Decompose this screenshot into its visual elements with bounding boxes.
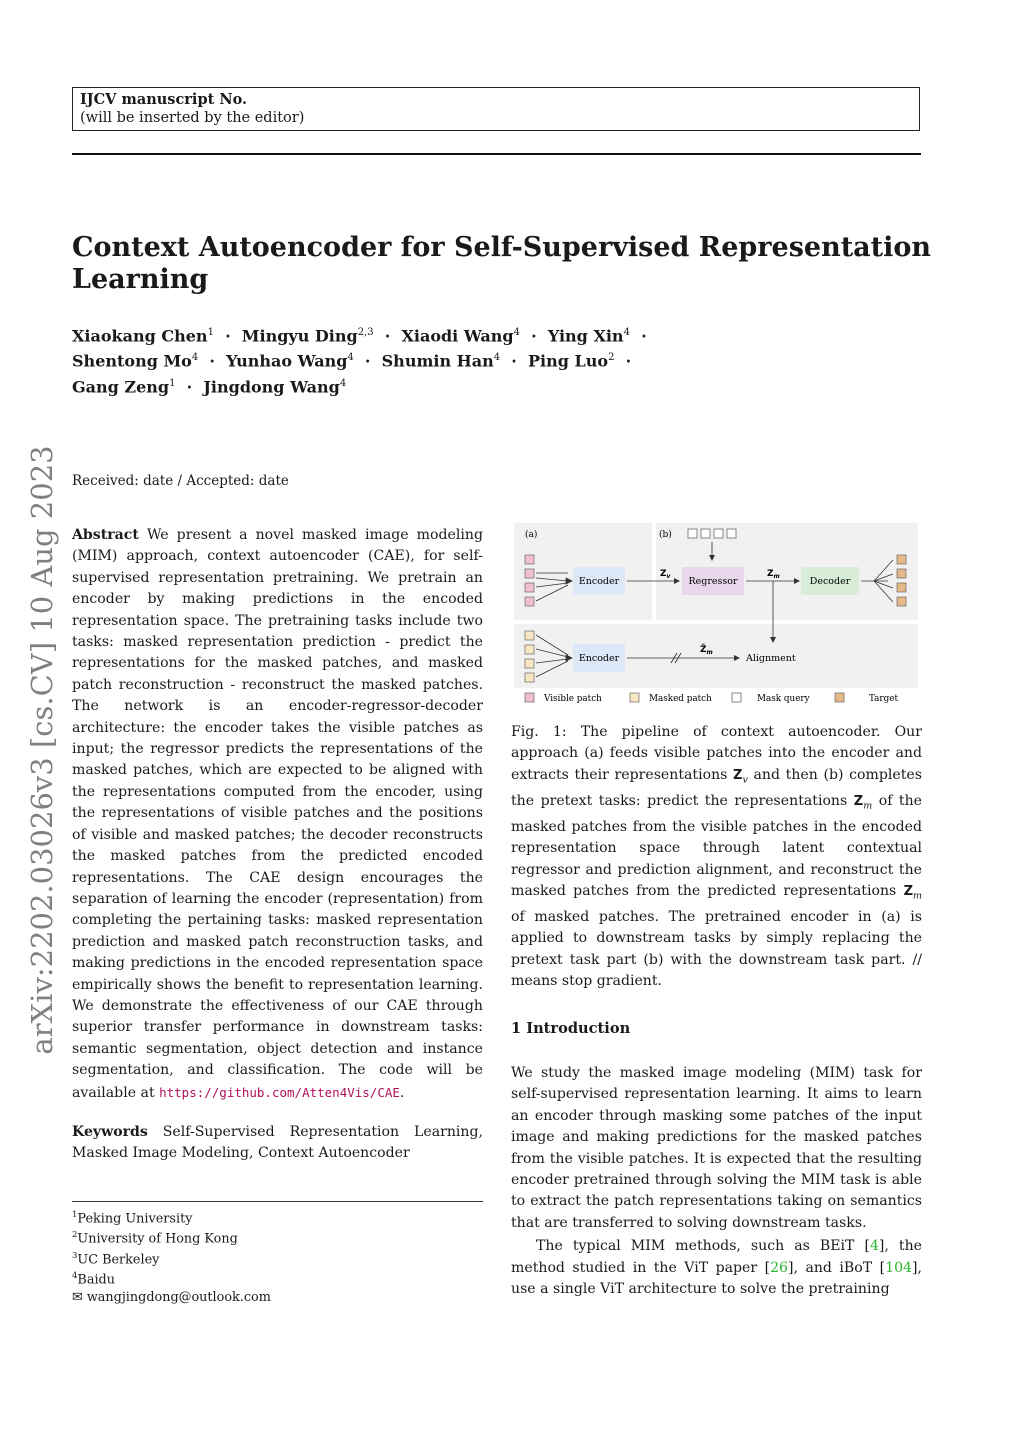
arxiv-stamp: [12, 440, 72, 1060]
legend-label: Mask query: [757, 694, 810, 704]
footnote: [72, 1207, 483, 1227]
author-affiliation: 4: [191, 352, 199, 364]
footnote-mark: 2: [72, 1230, 78, 1241]
manuscript-note: (will be inserted by the editor): [80, 110, 305, 126]
zv-sub: v: [666, 573, 671, 580]
abstract: [72, 525, 483, 1104]
legend-swatch: [732, 693, 741, 702]
author: Ying Xin: [547, 326, 624, 346]
legend-label: Visible patch: [544, 694, 602, 704]
keywords-label: Keywords: [72, 1123, 148, 1140]
visible-patch: [525, 569, 534, 578]
label-a: (a): [525, 530, 538, 540]
footnote-text: Peking University: [77, 1211, 193, 1227]
zv-letter: Z: [660, 569, 667, 579]
mask-query: [688, 529, 697, 538]
abstract-end: .: [399, 1084, 405, 1101]
masked-patch: [525, 659, 534, 668]
manuscript-box: [72, 87, 920, 131]
zm-letter: Z: [767, 569, 774, 579]
mask-query: [727, 529, 736, 538]
section-title: Introduction: [526, 1020, 631, 1037]
header-rule: [72, 153, 921, 155]
author: Gang Zeng: [72, 376, 170, 396]
zv-math: [733, 767, 748, 786]
abstract-text: We present a novel masked image modeling (MIM) approach, context autoencoder (CAE), for self-supervised representation pretraining. We pretrain an encoder by making predictions in the encoded representation space. The pretraining tasks include two tasks: masked representation prediction - predict the representations for the masked patches, and masked patch reconstruction - reconstruct the masked patches. The network is an encoder-regressor-decoder architecture: the encoder takes the visible patches as input; the regressor predicts the representations of the masked patches, which are expected to be aligned with the representations computed from the encoder, using the representations of visible patches and the positions of visible and masked patches; the decoder reconstructs the masked patches from the predicted encoded representations. The CAE design encourages the separation of learning the encoder (representation) from completing the pertaining tasks: masked representation prediction and masked patch reconstruction tasks, and making predictions in the encoded representation space empirically shows the benefit to representation learning. We demonstrate the effectiveness of our CAE through superior transfer performance in downstream tasks: semantic segmentation, object detection and instance segmentation, and classification. The code will be available at: [72, 527, 483, 1101]
received-date: Received: date / Accepted: date: [72, 473, 289, 489]
zm-math: [853, 793, 873, 812]
author: Xiaodi Wang: [401, 326, 514, 346]
target-patch: [897, 597, 906, 606]
section-number: 1: [511, 1020, 522, 1037]
target-patch: [897, 555, 906, 564]
regressor-label: Regressor: [688, 576, 738, 587]
author-affiliation: 1: [207, 327, 214, 338]
zm-bar-sub: m: [706, 649, 713, 656]
author-affiliation: 4: [513, 327, 520, 338]
text: The typical MIM methods, such as BEiT [: [536, 1238, 870, 1255]
pipeline-figure: [514, 523, 918, 711]
footnote: [72, 1227, 483, 1247]
math-letter: Z: [853, 793, 864, 809]
legend-swatch: [630, 693, 639, 702]
section-heading: [511, 1020, 630, 1037]
zm-bar-letter: Z̄: [700, 645, 707, 655]
citation-link[interactable]: 26: [770, 1259, 789, 1276]
author-list: Xiaokang Chen$^1$ · Mingyu Ding$^{2,3}$ · Xiaodi Wang$^4$ · Ying Xin$^4$ · Shentong Mo$^4$ · Yunhao Wang$^4$ · Shumin Han$^4$ · Ping Luo$^2$ · Gang Zeng$^1$ · Jingdong Wang$^4$: [72, 326, 647, 396]
zm-math: [903, 884, 923, 902]
masked-patch: [525, 673, 534, 682]
decoder-label: Decoder: [809, 576, 851, 587]
author: Ping Luo: [528, 351, 609, 371]
zm-sub: m: [773, 573, 780, 580]
author-affiliation: 4: [493, 352, 501, 364]
math-letter: Z: [903, 884, 913, 900]
author-affiliation: 4: [347, 352, 354, 364]
legend-swatch: [835, 693, 844, 702]
math-letter: Z: [733, 767, 743, 783]
abstract-column: [72, 525, 483, 1165]
author: Xiaokang Chen: [72, 326, 208, 346]
footnote-rule: [72, 1201, 483, 1202]
manuscript-number: IJCV manuscript No.: [80, 91, 248, 108]
footnote: [72, 1248, 483, 1268]
citation-link[interactable]: 104: [885, 1259, 913, 1276]
paragraph: We study the masked image modeling (MIM) task for self-supervised representation learning. It aims to learn an encoder through masking some patches of the input image and making predictions for the masked patches from the visible patches. It is expected that the resulting encoder pretrained through solving the MIM task is able to extract the patch representations taking on semantics that are transferred to solving downstream tasks.: [511, 1065, 922, 1231]
footnote: [72, 1268, 483, 1288]
caption-text: and then (b) completes the pretext tasks: predict the representations: [511, 766, 923, 809]
masked-patch: [525, 645, 534, 654]
target-patch: [897, 569, 906, 578]
paragraph: [511, 1236, 922, 1300]
footnotes: [72, 1207, 483, 1306]
footnote-text: University of Hong Kong: [77, 1231, 238, 1247]
author: Yunhao Wang: [226, 351, 348, 371]
legend-swatch: [525, 693, 534, 702]
paper-title: Context Autoencoder for Self-Supervised Representation Learning: [72, 232, 932, 295]
footnote-mark: 4: [72, 1271, 78, 1282]
envelope-icon: ✉: [72, 1289, 83, 1305]
math-sub: m: [913, 890, 923, 902]
author: Mingyu Ding: [241, 326, 358, 346]
footnote-email: [72, 1289, 483, 1306]
legend-label: Masked patch: [649, 694, 712, 704]
footnote-mark: 1: [72, 1210, 78, 1220]
author: Jingdong Wang: [203, 376, 340, 396]
footnote-text: wangjingdong@outlook.com: [86, 1289, 271, 1305]
legend-label: Target: [869, 694, 899, 704]
footnote-mark: 3: [72, 1250, 78, 1261]
target-encoder-label: Encoder: [578, 653, 620, 664]
visible-patch: [525, 583, 534, 592]
keywords: [72, 1122, 483, 1165]
encoder-label: Encoder: [578, 576, 620, 587]
caption-text: of masked patches. The pretrained encoder in (a) is applied to downstream tasks by simply replacing the pretext task part (b) with the downstream task part. // means stop gradient.: [511, 909, 922, 990]
text: ], and iBoT [: [788, 1259, 886, 1276]
caption-text: of the masked patches from the visible patches in the encoded representation space through latent contextual regressor and prediction alignment, and reconstruct the masked patches from the predicted representations: [511, 792, 922, 900]
introduction-text: [511, 1063, 922, 1300]
author-affiliation: 2: [608, 352, 615, 364]
author-affiliation: 1: [169, 377, 176, 389]
visible-patch: [525, 597, 534, 606]
text: ], use a single ViT architecture to solve the pretraining: [511, 1259, 922, 1298]
math-sub: v: [742, 774, 748, 786]
author-affiliation: 4: [339, 377, 347, 389]
footnote-text: UC Berkeley: [77, 1252, 160, 1268]
text: ], the method studied in the ViT paper [: [511, 1238, 922, 1276]
footnote-text: Baidu: [77, 1272, 115, 1288]
caption-text: Fig. 1: The pipeline of context autoencoder. Our approach (a) feeds visible patches into the encoder and extracts their representations: [511, 724, 922, 783]
author: Shumin Han: [381, 351, 494, 371]
math-sub: m: [863, 800, 873, 812]
mask-query: [714, 529, 723, 538]
author-affiliation: 2,3: [357, 327, 374, 338]
label-b: (b): [659, 530, 672, 540]
visible-patch: [525, 555, 534, 564]
target-patch: [897, 583, 906, 592]
figure-caption: [511, 722, 922, 993]
figure-legend: [525, 693, 898, 704]
mask-query: [701, 529, 710, 538]
code-link[interactable]: https://github.com/Atten4Vis/CAE: [159, 1084, 400, 1100]
abstract-label: Abstract: [72, 527, 139, 543]
arxiv-id: arXiv:2202.03026v3 [cs.CV] 10 Aug 2023: [25, 445, 59, 1055]
citation-link[interactable]: 4: [869, 1238, 879, 1255]
masked-patch: [525, 631, 534, 640]
keywords-text: Self-Supervised Representation Learning, Masked Image Modeling, Context Autoencoder: [72, 1123, 484, 1162]
author-affiliation: 4: [623, 327, 630, 338]
alignment-label: Alignment: [746, 653, 796, 664]
author: Shentong Mo: [72, 351, 192, 371]
